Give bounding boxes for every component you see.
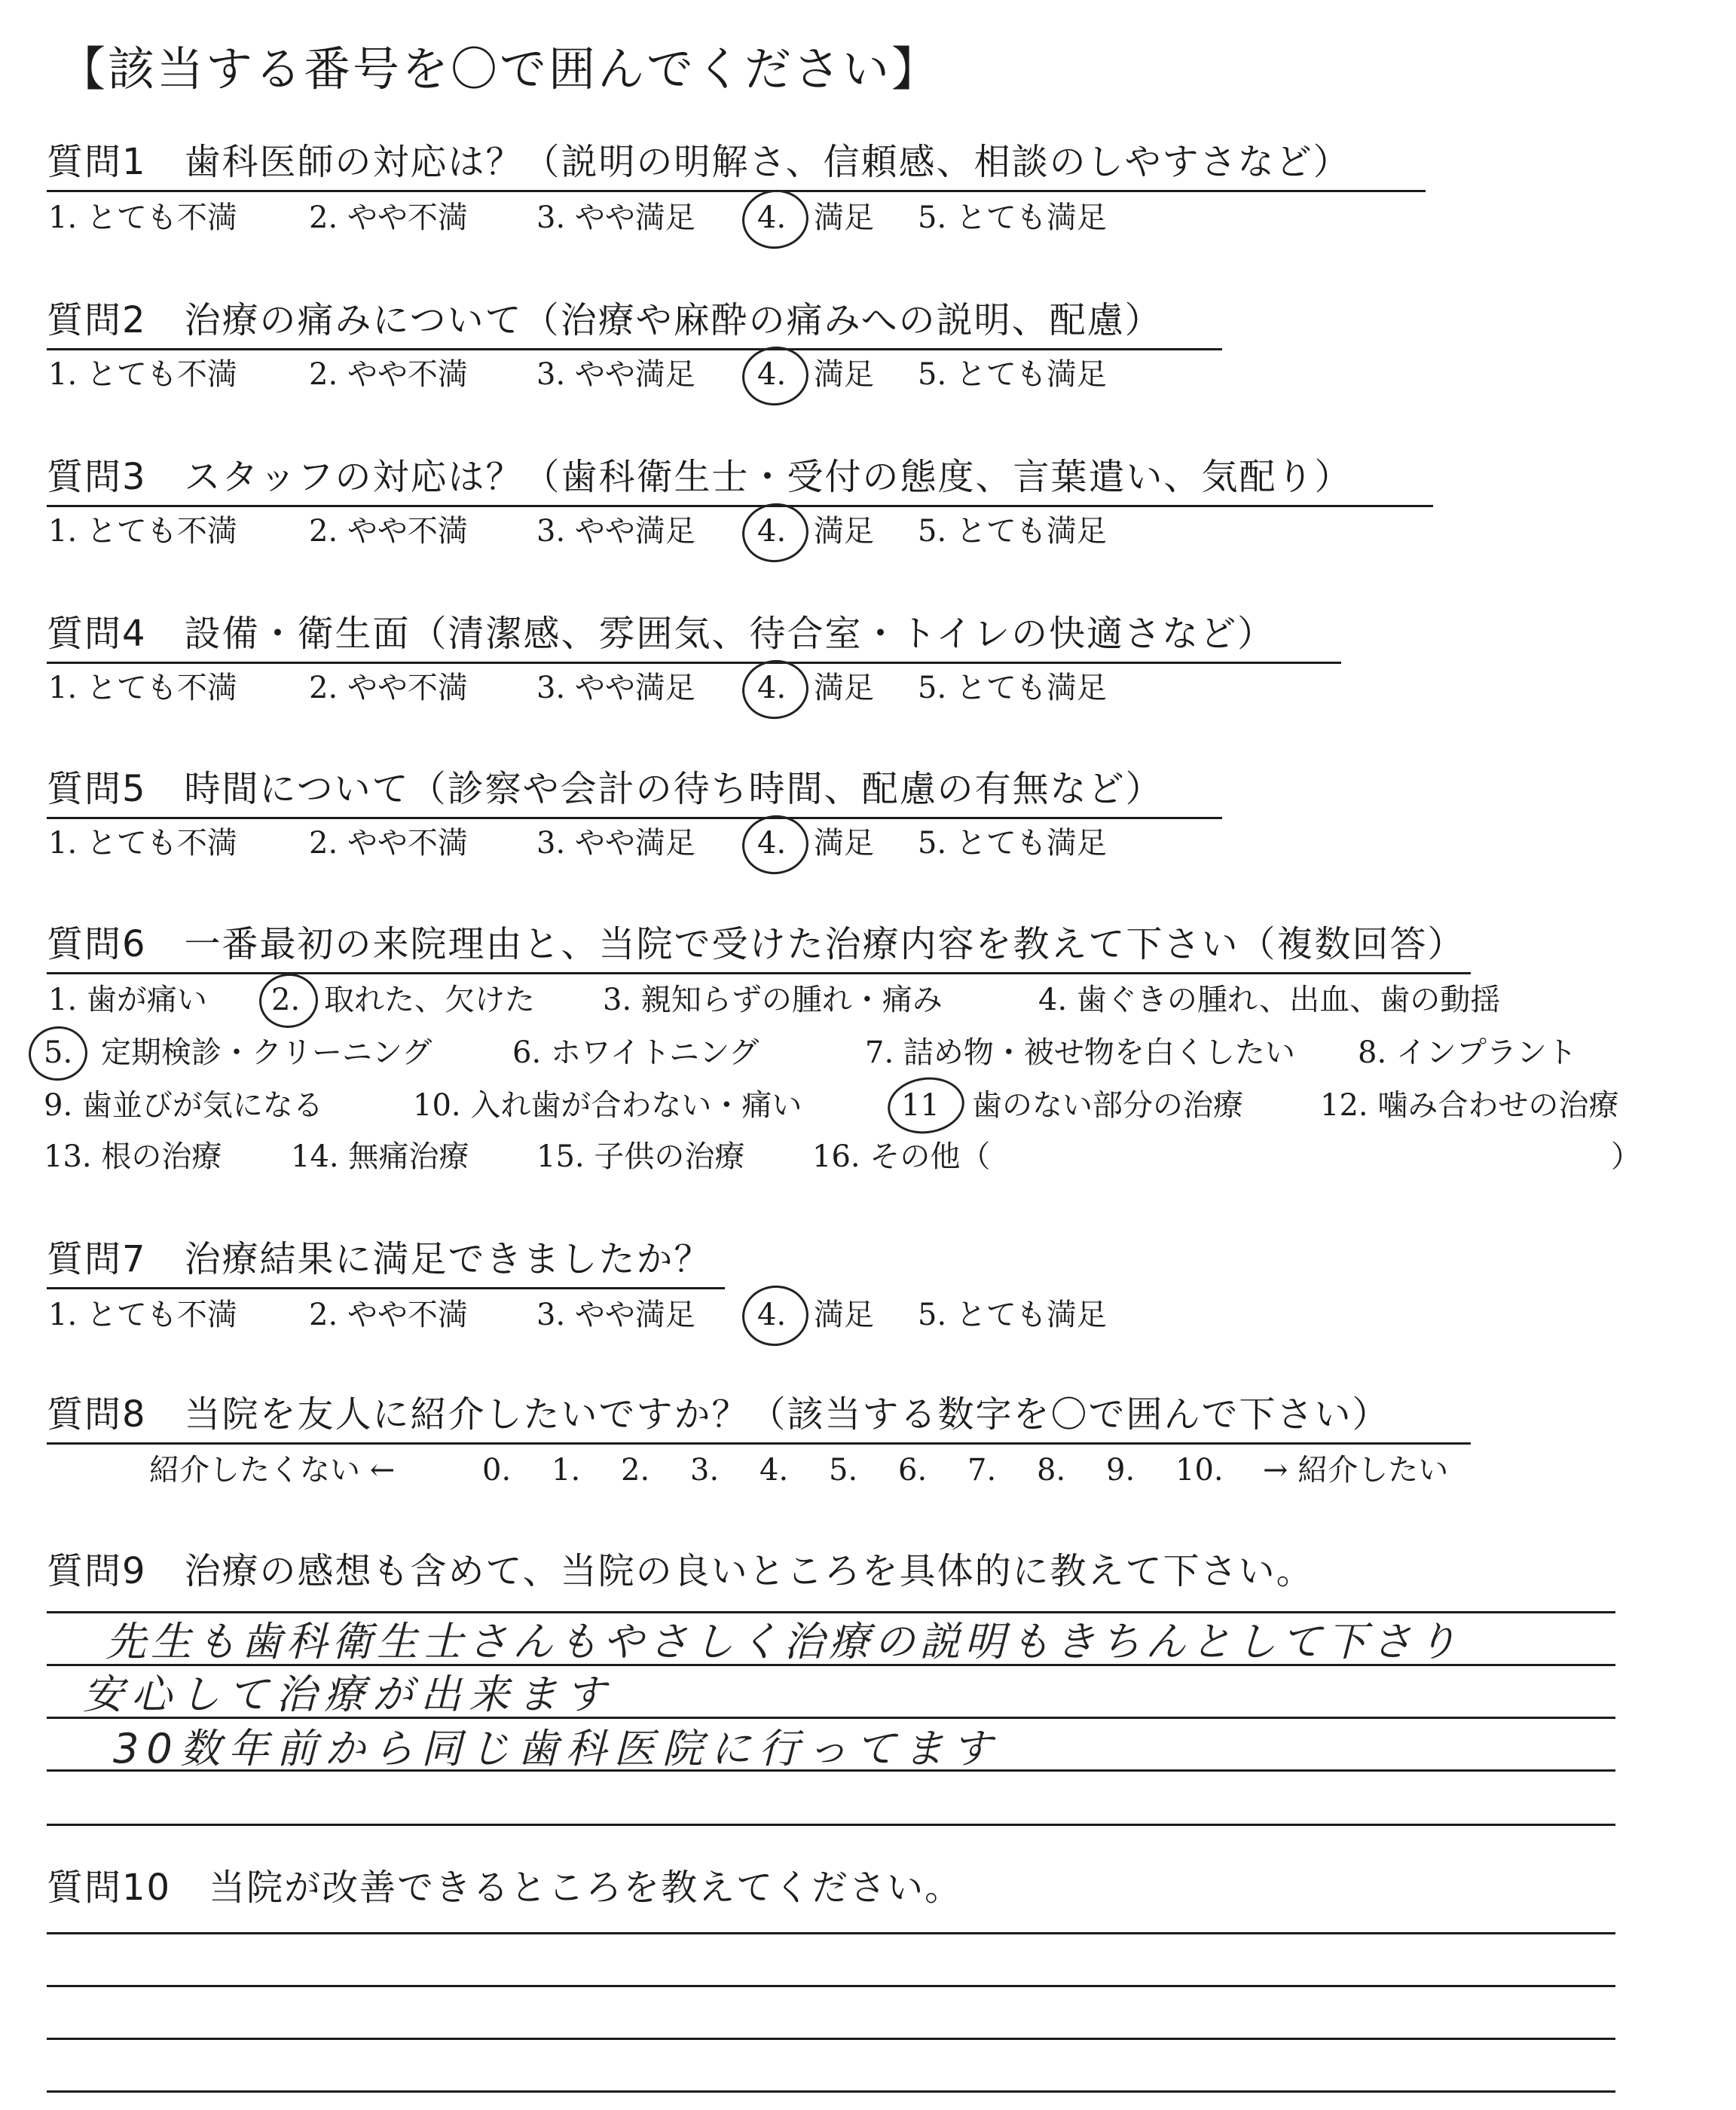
- question-4-underline: [47, 662, 1341, 664]
- question-8-title: 質問8 当院を友人に紹介したいですか？（該当する数字を〇で囲んで下さい）: [47, 1393, 1390, 1436]
- q2-option-1[interactable]: 1. とても不満: [48, 357, 237, 392]
- q8-number-8[interactable]: 8.: [1037, 1453, 1066, 1488]
- q6-option-4[interactable]: 4. 歯ぐきの腫れ、出血、歯の動揺: [1038, 983, 1501, 1017]
- q8-number-5[interactable]: 5.: [829, 1453, 858, 1488]
- q7-option-5[interactable]: 5. とても満足: [918, 1298, 1107, 1332]
- q1-option-4-label: 満足: [814, 200, 874, 235]
- question-6-title: 質問6 一番最初の来院理由と、当院で受けた治療内容を教えて下さい（複数回答）: [47, 923, 1466, 965]
- q6-option-5[interactable]: 5.: [44, 1035, 73, 1070]
- q6-option-11[interactable]: 11: [901, 1088, 940, 1123]
- q6-selected-circle-2: [255, 970, 321, 1032]
- q7-option-4[interactable]: 4.: [757, 1298, 787, 1332]
- q6-option-7[interactable]: 7. 詰め物・被せ物を白くしたい: [865, 1035, 1295, 1070]
- q4-selected-circle: [738, 656, 812, 723]
- q4-option-1[interactable]: 1. とても不満: [48, 671, 237, 705]
- q3-option-4-label: 満足: [814, 514, 874, 549]
- question-4-title: 質問4 設備・衛生面（清潔感、雰囲気、待合室・トイレの快適さなど）: [47, 613, 1276, 655]
- q6-option-6[interactable]: 6. ホワイトニング: [512, 1035, 760, 1070]
- q6-option-10[interactable]: 10. 入れ歯が合わない・痛い: [413, 1088, 802, 1123]
- q6-option-11-label: 歯のない部分の治療: [972, 1088, 1243, 1123]
- q2-option-3[interactable]: 3. やや満足: [536, 357, 695, 392]
- q8-right-label: → 紹介したい: [1263, 1453, 1449, 1488]
- q6-selected-circle-11: [884, 1072, 967, 1138]
- q5-option-4[interactable]: 4.: [757, 826, 787, 861]
- q3-selected-circle: [738, 499, 812, 566]
- form-header: 【該当する番号を〇で囲んでください】: [59, 41, 941, 96]
- q8-number-2[interactable]: 2.: [621, 1453, 650, 1488]
- question-1-title: 質問1 歯科医師の対応は？（説明の明解さ、信頼感、相談のしやすさなど）: [47, 141, 1351, 183]
- q6-option-15[interactable]: 15. 子供の治療: [536, 1139, 745, 1174]
- question-8-underline: [47, 1442, 1471, 1445]
- q7-option-3[interactable]: 3. やや満足: [536, 1298, 695, 1332]
- q9-handwritten-line-3: 30数年前から同じ歯科医院に行ってます: [113, 1725, 1000, 1772]
- q6-option-13[interactable]: 13. 根の治療: [44, 1139, 222, 1174]
- answer-line: [47, 1824, 1615, 1826]
- q8-number-3[interactable]: 3.: [690, 1453, 720, 1488]
- q2-option-4-label: 満足: [814, 357, 874, 392]
- q3-option-1[interactable]: 1. とても不満: [48, 514, 237, 549]
- q5-selected-circle: [738, 811, 812, 878]
- q4-option-2[interactable]: 2. やや不満: [309, 671, 468, 705]
- q8-number-6[interactable]: 6.: [898, 1453, 928, 1488]
- q3-option-2[interactable]: 2. やや不満: [309, 514, 468, 549]
- q6-option-2-label: 取れた、欠けた: [324, 983, 535, 1017]
- question-6-underline: [47, 972, 1471, 974]
- question-9-title: 質問9 治療の感想も含めて、当院の良いところを具体的に教えて下さい。: [47, 1550, 1314, 1592]
- q4-option-4[interactable]: 4.: [757, 671, 787, 705]
- q5-option-5[interactable]: 5. とても満足: [918, 826, 1107, 861]
- q5-option-4-label: 満足: [814, 826, 874, 861]
- q2-selected-circle: [738, 342, 812, 409]
- answer-line: [47, 2038, 1615, 2040]
- q8-number-10[interactable]: 10.: [1175, 1453, 1224, 1488]
- q9-handwritten-line-2: 安心して治療が出来ます: [83, 1671, 613, 1718]
- q4-option-4-label: 満足: [814, 671, 874, 705]
- question-10-title: 質問10 当院が改善できるところを教えてください。: [47, 1867, 963, 1909]
- question-7-title: 質問7 治療結果に満足できましたか？: [47, 1238, 712, 1280]
- q5-option-2[interactable]: 2. やや不満: [309, 826, 468, 861]
- q6-option-5-label: 定期検診・クリーニング: [101, 1035, 432, 1070]
- q2-option-5[interactable]: 5. とても満足: [918, 357, 1107, 392]
- q3-option-4[interactable]: 4.: [757, 514, 787, 549]
- q7-selected-circle: [738, 1281, 812, 1350]
- q8-left-label: 紹介したくない ←: [149, 1453, 396, 1488]
- q2-option-2[interactable]: 2. やや不満: [309, 357, 468, 392]
- q5-option-1[interactable]: 1. とても不満: [48, 826, 237, 861]
- q4-option-3[interactable]: 3. やや満足: [536, 671, 695, 705]
- q6-option-9[interactable]: 9. 歯並びが気になる: [44, 1088, 323, 1123]
- q3-option-3[interactable]: 3. やや満足: [536, 514, 695, 549]
- q8-number-9[interactable]: 9.: [1106, 1453, 1135, 1488]
- q1-selected-circle: [738, 185, 812, 252]
- q6-option-16[interactable]: 16. その他（: [812, 1139, 991, 1174]
- q8-number-4[interactable]: 4.: [760, 1453, 789, 1488]
- q4-option-5[interactable]: 5. とても満足: [918, 671, 1107, 705]
- q6-option-12[interactable]: 12. 噛み合わせの治療: [1320, 1088, 1619, 1123]
- q7-option-2[interactable]: 2. やや不満: [309, 1298, 468, 1332]
- q6-option-14[interactable]: 14. 無痛治療: [291, 1139, 469, 1174]
- q6-option-3[interactable]: 3. 親知らずの腫れ・痛み: [603, 983, 943, 1017]
- question-1-underline: [47, 190, 1426, 192]
- question-7-underline: [47, 1287, 725, 1289]
- q2-option-4[interactable]: 4.: [757, 357, 787, 392]
- q1-option-2[interactable]: 2. やや不満: [309, 200, 468, 235]
- q1-option-1[interactable]: 1. とても不満: [48, 200, 237, 235]
- question-3-underline: [47, 505, 1433, 507]
- q9-handwritten-line-1: 先生も歯科衛生士さんもやさしく治療の説明もきちんとして下さり: [105, 1618, 1462, 1665]
- q3-option-5[interactable]: 5. とても満足: [918, 514, 1107, 549]
- q8-number-0[interactable]: 0.: [482, 1453, 512, 1488]
- answer-line: [47, 1985, 1615, 1987]
- q1-option-3[interactable]: 3. やや満足: [536, 200, 695, 235]
- answer-line: [47, 2090, 1615, 2093]
- q7-option-4-label: 満足: [814, 1298, 874, 1332]
- question-3-title: 質問3 スタッフの対応は？（歯科衛生士・受付の態度、言葉遣い、気配り）: [47, 456, 1352, 498]
- q6-option-8[interactable]: 8. インプラント: [1358, 1035, 1577, 1070]
- question-2-underline: [47, 348, 1222, 350]
- q6-selected-circle-5: [25, 1023, 90, 1084]
- q1-option-5[interactable]: 5. とても満足: [918, 200, 1107, 235]
- q8-number-7[interactable]: 7.: [967, 1453, 997, 1488]
- answer-line: [47, 1932, 1615, 1934]
- q8-number-1[interactable]: 1.: [552, 1453, 581, 1488]
- question-5-underline: [47, 817, 1222, 819]
- q7-option-1[interactable]: 1. とても不満: [48, 1298, 237, 1332]
- question-5-title: 質問5 時間について（診察や会計の待ち時間、配慮の有無など）: [47, 768, 1163, 810]
- q5-option-3[interactable]: 3. やや満足: [536, 826, 695, 861]
- q6-option-2[interactable]: 2.: [271, 983, 301, 1017]
- q6-option-1[interactable]: 1. 歯が痛い: [48, 983, 207, 1017]
- question-2-title: 質問2 治療の痛みについて（治療や麻酔の痛みへの説明、配慮）: [47, 299, 1163, 341]
- q6-option-16-close: ）: [1611, 1139, 1641, 1174]
- q1-option-4[interactable]: 4.: [757, 200, 787, 235]
